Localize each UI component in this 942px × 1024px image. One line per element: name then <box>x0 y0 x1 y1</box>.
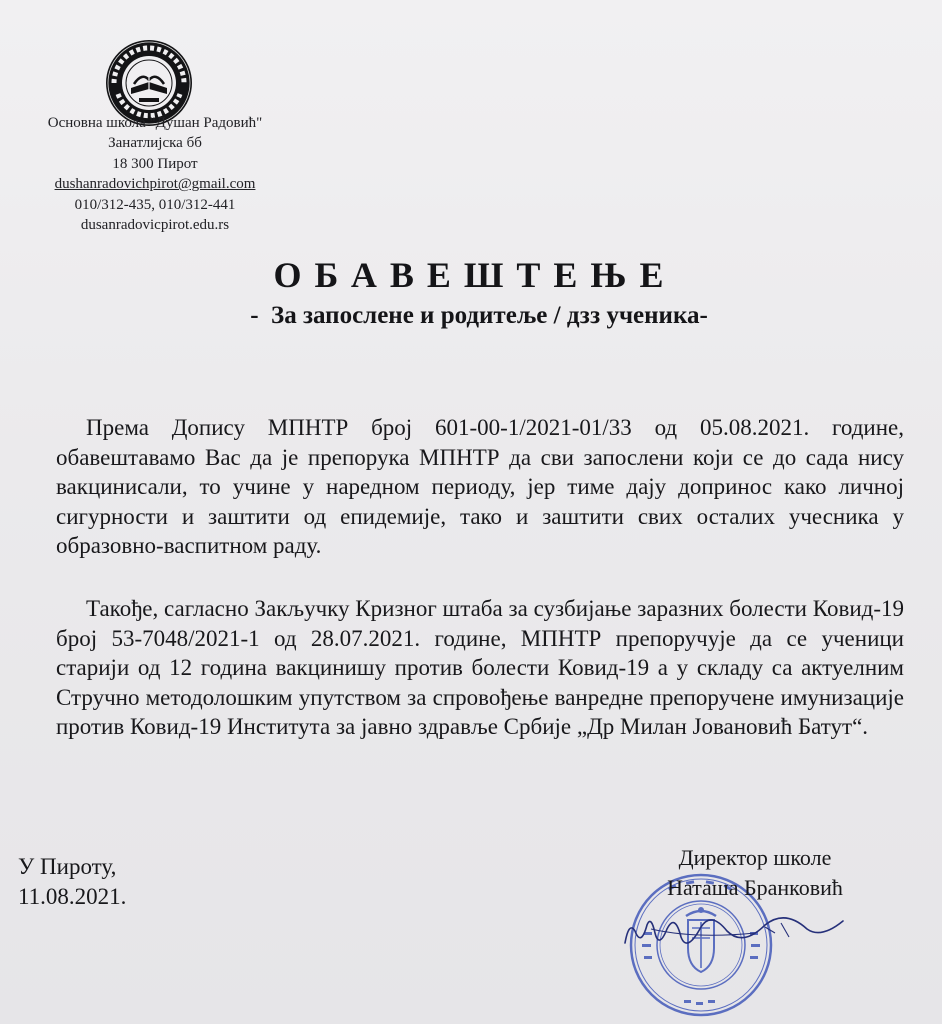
body-paragraph: Такође, сагласно Закључку Кризног штаба за сузбијање заразних болести Ковид-19 број 53-7048/2021-1 од 28.07.2021. године, МПНТР препоручује да се ученици старији од 12 година вакцинишу против болести Ковид-19 а у складу са актуелним Стручно методолошким упутством за спровођење ванредне препоручене имунизације против Ковид-19 Института за јавно здравље Србије „Др Милан Јовановић Батут“. <box>56 596 904 740</box>
signatory-block <box>630 843 880 903</box>
body-paragraph-1-block <box>56 413 904 561</box>
place-and-date <box>18 852 126 912</box>
body-paragraph-2-block <box>56 594 904 742</box>
school-email-link[interactable]: dushanradovichpirot@gmail.com <box>54 176 256 193</box>
signatory-role: Директор школе <box>678 845 832 870</box>
signatory-name: Наташа Бранковић <box>667 875 843 900</box>
place: У Пироту, <box>18 854 117 879</box>
notice-title: ОБАВЕШТЕЊЕ <box>273 255 677 295</box>
handwritten-signature-icon <box>615 903 850 963</box>
letterhead <box>10 113 300 235</box>
school-website: dusanradovicpirot.edu.rs <box>80 217 230 234</box>
school-name: Основна школа "Душан Радовић" <box>47 115 263 131</box>
notice-subtitle: - За запослене и родитеље / дзз ученика- <box>250 302 708 329</box>
school-city: 18 300 Пирот <box>112 155 198 172</box>
school-phones: 010/312-435, 010/312-441 <box>74 196 236 213</box>
date: 11.08.2021. <box>18 884 127 909</box>
body-paragraph: Према Допису МПНТР број 601-00-1/2021-01/33 од 05.08.2021. године, обавештавамо Вас да је препорука МПНТР да сви запослени који се до сада нису вакцинисали, то учине у наредном периоду, јер тиме дају допринос како личној сигурности и заштити од епидемије, тако и заштити свих осталих учесника у образовно-васпитном раду. <box>56 415 904 559</box>
school-street: Занатлијска бб <box>108 135 202 152</box>
